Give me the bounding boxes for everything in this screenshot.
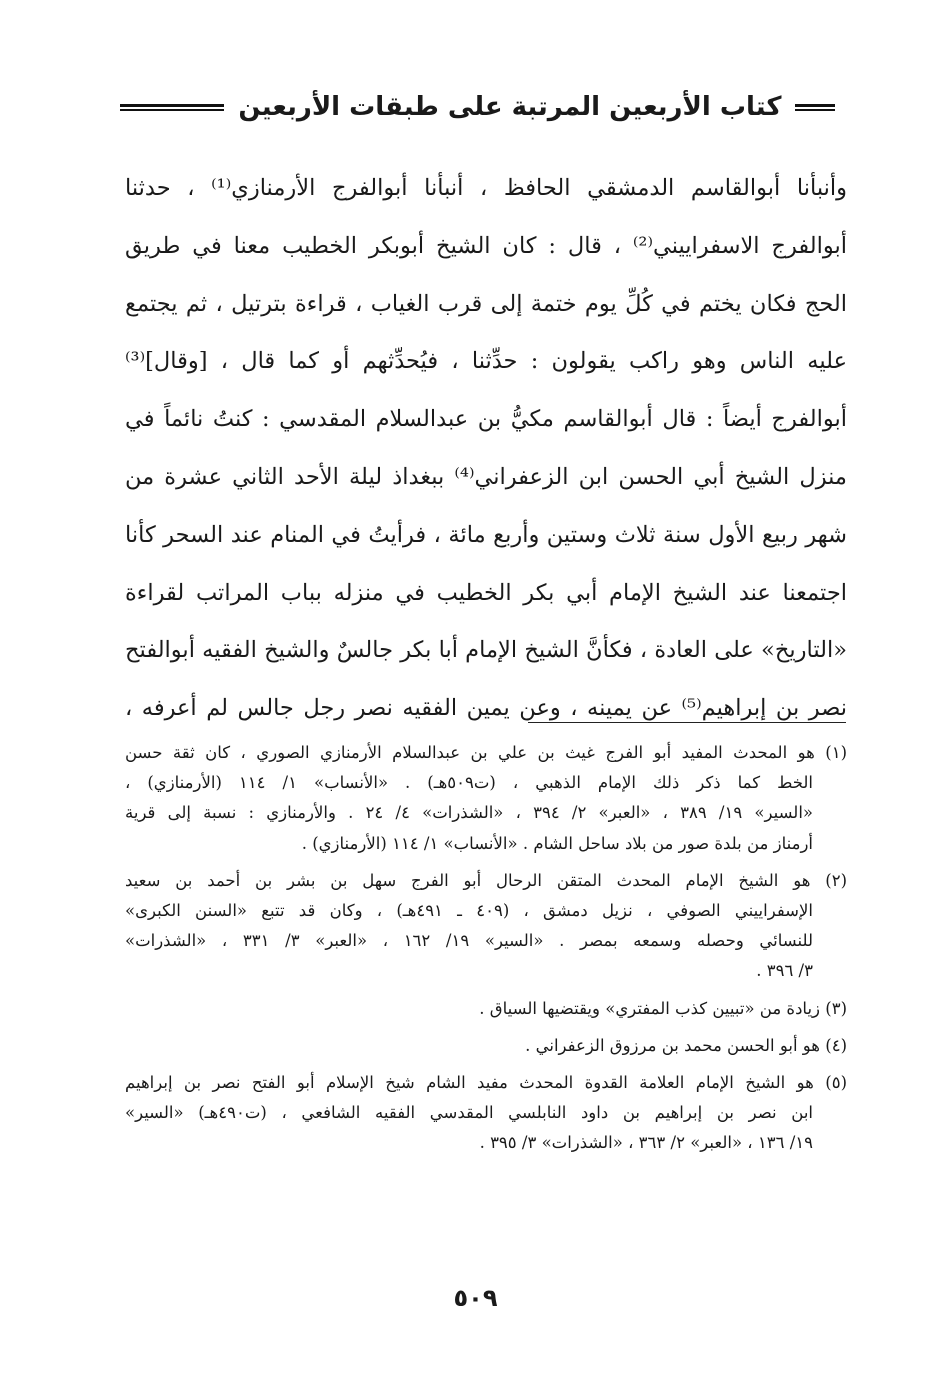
text-line: وأنبأنا أبوالقاسم الدمشقي الحافظ ، أنبأنا أبوالفرج الأرمنازي⁽¹⁾ ، حدثنا bbox=[125, 175, 847, 201]
footnote-line: (٢) هو الشيخ الإمام المحدث المتقن الرحال أبو الفرج سهل بن بشر بن أحمد بن سعيد bbox=[125, 870, 847, 890]
header-rule-right bbox=[795, 104, 835, 111]
footnote-line: (١) هو المحدث المفيد أبو الفرج غيث بن علي بن عبدالسلام الأرمنازي الصوري ، كان ثقة حسن bbox=[125, 743, 847, 762]
footnote-5 bbox=[125, 1068, 847, 1159]
footnote-line: (٤) هو أبو الحسن محمد بن مرزوق الزعفراني . bbox=[525, 1035, 847, 1055]
text-line: اجتمعنا عند الشيخ الإمام أبي بكر الخطيب في منزله بباب المراتب لقراءة bbox=[125, 579, 847, 606]
footnote-line: ابن نصر بن إبراهيم بن داود النابلسي المقدسي الفقيه الشافعي ، (ت٤٩٠هـ) «السير» bbox=[125, 1103, 814, 1123]
text-line: شهر ربيع الأول سنة ثلاث وستين وأربع مائة ، فرأيتُ في المنام عند السحر كأنا bbox=[125, 521, 847, 548]
footnote-line: للنسائي وحصله وسمعه بمصر . «السير» ١٩/ ١٦٢ ، «العبر» ٣/ ٣٣١ ، «الشذرات» bbox=[125, 931, 813, 951]
main-text bbox=[125, 160, 847, 738]
footnote-line: (٣) زيادة من «تبيين كذب المفتري» ويقتضيها السياق . bbox=[479, 998, 847, 1018]
footnote-line: ٣/ ٣٩٦ . bbox=[756, 961, 813, 981]
page-number: ٥٠٩ bbox=[453, 1284, 498, 1312]
footnote-line: ١٩/ ١٣٦ ، «العبر» ٢/ ٣٦٣ ، «الشذرات» ٣/ ٣٩٥ . bbox=[479, 1133, 813, 1153]
running-header bbox=[120, 82, 835, 132]
text-line: نصر بن إبراهيم⁽⁵⁾ عن يمينه ، وعن يمين الفقيه نصر رجل جالس لم أعرفه ، bbox=[125, 695, 847, 722]
footnote-line: (٥) هو الشيخ الإمام العلامة القدوة المحدث مفيد الشام شيخ الإسلام أبو الفتح نصر بن إبراهيم bbox=[125, 1072, 847, 1092]
footnote-2 bbox=[125, 866, 847, 987]
footnote-line: الإسفراييني الصوفي ، نزيل دمشق ، (٤٠٩ ـ ٤٩١هـ) ، وكان قد تتبع «السنن الكبرى» bbox=[125, 900, 814, 920]
running-header-title: كتاب الأربعين المرتبة على طبقات الأربعين bbox=[238, 92, 782, 122]
text-line: الحج فكان يختم في كُلِّ يوم ختمة إلى قرب الغياب ، قراءة بترتيل ، ثم يجتمع bbox=[125, 290, 847, 317]
footnote-1 bbox=[125, 738, 847, 859]
footnote-separator bbox=[528, 722, 846, 723]
footnote-line: أرمناز من بلدة صور من بلاد ساحل الشام . «الأنساب» ١/ ١١٤ (الأرمنازي) . bbox=[301, 833, 813, 853]
header-rule-left bbox=[120, 104, 224, 111]
footnotes bbox=[125, 738, 847, 1165]
footnote-line: «السير» ١٩/ ٣٨٩ ، «العبر» ٢/ ٣٩٤ ، «الشذرات» ٤/ ٢٤ . والأرمنازي : نسبة إلى قرية bbox=[125, 803, 814, 823]
text-line: «التاريخ» على العادة ، فكأنَّ الشيخ الإمام أبا بكر جالسٌ والشيخ الفقيه أبوالفتح bbox=[125, 637, 847, 664]
text-line: عليه الناس وهو راكب يقولون : حدِّثنا ، فيُحدِّثهم أو كما قال ، [وقال]⁽³⁾ bbox=[125, 348, 847, 375]
text-line: أبوالفرج أيضاً : قال أبوالقاسم مكيُّ بن عبدالسلام المقدسي : كنتُ نائماً في bbox=[125, 406, 847, 433]
text-line: منزل الشيخ أبي الحسن ابن الزعفراني⁽⁴⁾ ببغداذ ليلة الأحد الثاني عشرة من bbox=[125, 463, 847, 490]
footnote-4 bbox=[125, 1031, 847, 1061]
footnote-line: الخط كما ذكر ذلك الإمام الذهبي ، (ت٥٠٩هـ) . «الأنساب» ١/ ١١٤ (الأرمنازي) ، bbox=[125, 773, 813, 793]
footnote-3 bbox=[125, 994, 847, 1024]
text-line: أبوالفرج الاسفراييني⁽²⁾ ، قال : كان الشيخ أبوبكر الخطيب معنا في طريق bbox=[125, 232, 847, 259]
